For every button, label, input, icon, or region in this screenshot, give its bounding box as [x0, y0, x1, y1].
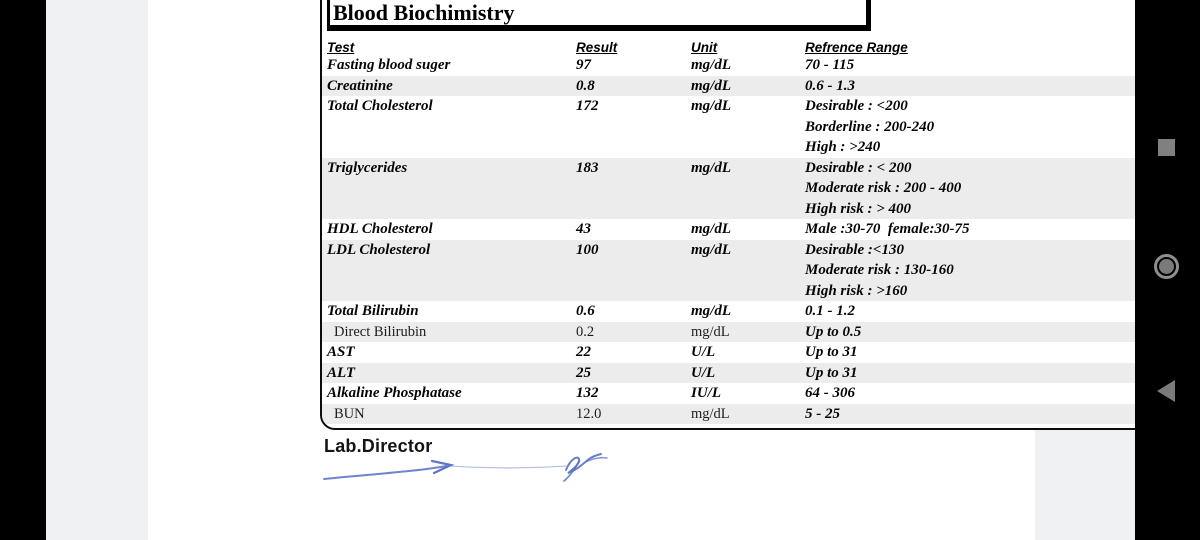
column-header-reference-range: Refrence Range: [805, 40, 908, 55]
unit-cell: mg/dL: [691, 303, 731, 319]
reference-range-line: 5 - 25: [805, 405, 840, 422]
reference-range-line: High risk : >160: [805, 282, 908, 299]
column-header-test: Test: [327, 40, 355, 55]
test-name-cell: Fasting blood suger: [327, 57, 451, 73]
reference-range-line: Desirable : <200: [805, 98, 908, 114]
result-cell: 0.6: [576, 303, 595, 319]
unit-cell: mg/dL: [691, 159, 731, 176]
reference-range-cell: [805, 219, 1148, 240]
reference-range-cell: [805, 383, 1148, 404]
reference-range-cell: [805, 240, 1148, 302]
unit-cell: mg/dL: [691, 98, 731, 114]
table-row: [322, 404, 1148, 425]
reference-range-line: Borderline : 200-240: [805, 118, 935, 135]
reference-range-line: Moderate risk : 200 - 400: [805, 180, 962, 196]
table-row: [322, 219, 1148, 240]
test-name-cell: Creatinine: [327, 77, 393, 94]
unit-cell: U/L: [691, 364, 716, 381]
unit-cell: U/L: [691, 344, 716, 360]
test-name-cell: HDL Cholesterol: [327, 221, 433, 237]
reference-range-cell: [805, 363, 1148, 384]
unit-cell: mg/dL: [691, 221, 731, 237]
reference-range-line: Male :30-70 female:30-75: [805, 221, 970, 237]
test-name-cell: Direct Bilirubin: [334, 323, 427, 340]
test-name-cell: LDL Cholesterol: [327, 241, 431, 258]
reference-range-line: Up to 31: [805, 344, 858, 360]
test-name-cell: Alkaline Phosphatase: [327, 385, 462, 401]
reference-range-line: Moderate risk : 130-160: [805, 262, 954, 278]
reference-range-line: Up to 31: [805, 364, 858, 381]
table-row: [322, 301, 1148, 322]
result-cell: 22: [576, 344, 591, 360]
report-title-box: [327, 0, 871, 31]
reference-range-line: Desirable :<130: [805, 241, 904, 258]
reference-range-cell: [805, 158, 1148, 220]
left-black-bar: [0, 0, 46, 540]
result-cell: 0.2: [576, 323, 595, 340]
result-cell: 12.0: [576, 405, 602, 422]
table-row: [322, 76, 1148, 97]
reference-range-line: High risk : > 400: [805, 200, 912, 217]
table-row: [322, 96, 1148, 158]
reference-range-cell: [805, 322, 1148, 343]
report-page: [148, 0, 1035, 540]
test-name-cell: Total Bilirubin: [327, 303, 419, 319]
result-cell: 25: [576, 364, 591, 381]
unit-cell: mg/dL: [691, 57, 731, 73]
table-row: [322, 363, 1148, 384]
test-name-cell: Triglycerides: [327, 159, 408, 176]
reference-range-cell: [805, 404, 1148, 425]
test-name-cell: BUN: [334, 405, 365, 422]
report-table-body: [322, 34, 1154, 424]
test-name-cell: ALT: [327, 364, 356, 381]
reference-range-line: High : >240: [805, 139, 881, 155]
reference-range-line: 0.1 - 1.2: [805, 303, 855, 319]
test-name-cell: AST: [327, 344, 355, 360]
reference-range-line: 70 - 115: [805, 57, 855, 73]
lab-director-label: Lab.Director: [324, 436, 433, 456]
left-margin: [46, 0, 148, 540]
table-row: [322, 383, 1148, 404]
unit-cell: mg/dL: [691, 77, 731, 94]
result-cell: 43: [576, 221, 591, 237]
report-title: Blood Biochimistry: [333, 0, 515, 25]
recents-square-icon[interactable]: [1158, 139, 1175, 156]
result-cell: 183: [576, 159, 599, 176]
back-triangle-icon[interactable]: [1157, 380, 1175, 402]
table-row: [322, 240, 1148, 302]
result-cell: 132: [576, 385, 599, 401]
table-row: [322, 322, 1148, 343]
test-name-cell: Total Cholesterol: [327, 98, 433, 114]
unit-cell: mg/dL: [691, 405, 730, 422]
column-header-result: Result: [576, 40, 618, 55]
reference-range-line: Desirable : < 200: [805, 159, 912, 176]
reference-range-cell: [805, 96, 1148, 158]
reference-range-cell: [805, 76, 1148, 97]
unit-cell: IU/L: [691, 385, 721, 401]
reference-range-line: Up to 0.5: [805, 323, 862, 340]
unit-cell: mg/dL: [691, 323, 730, 340]
reference-range-cell: [805, 55, 1148, 76]
table-row: [322, 55, 1148, 76]
table-row: [322, 342, 1148, 363]
reference-range-cell: [805, 301, 1148, 322]
result-cell: 172: [576, 98, 599, 114]
result-cell: 97: [576, 57, 591, 73]
report-table-frame: [320, 0, 1156, 430]
table-row: [322, 158, 1148, 220]
signature-scribble: [320, 452, 616, 488]
reference-range-line: 64 - 306: [805, 385, 855, 401]
table-header-row: [322, 34, 1154, 55]
reference-range-line: 0.6 - 1.3: [805, 77, 855, 94]
column-header-unit: Unit: [691, 40, 718, 55]
result-cell: 0.8: [576, 77, 595, 94]
result-cell: 100: [576, 241, 599, 258]
unit-cell: mg/dL: [691, 241, 731, 258]
reference-range-cell: [805, 342, 1148, 363]
home-circle-icon[interactable]: [1154, 254, 1179, 279]
